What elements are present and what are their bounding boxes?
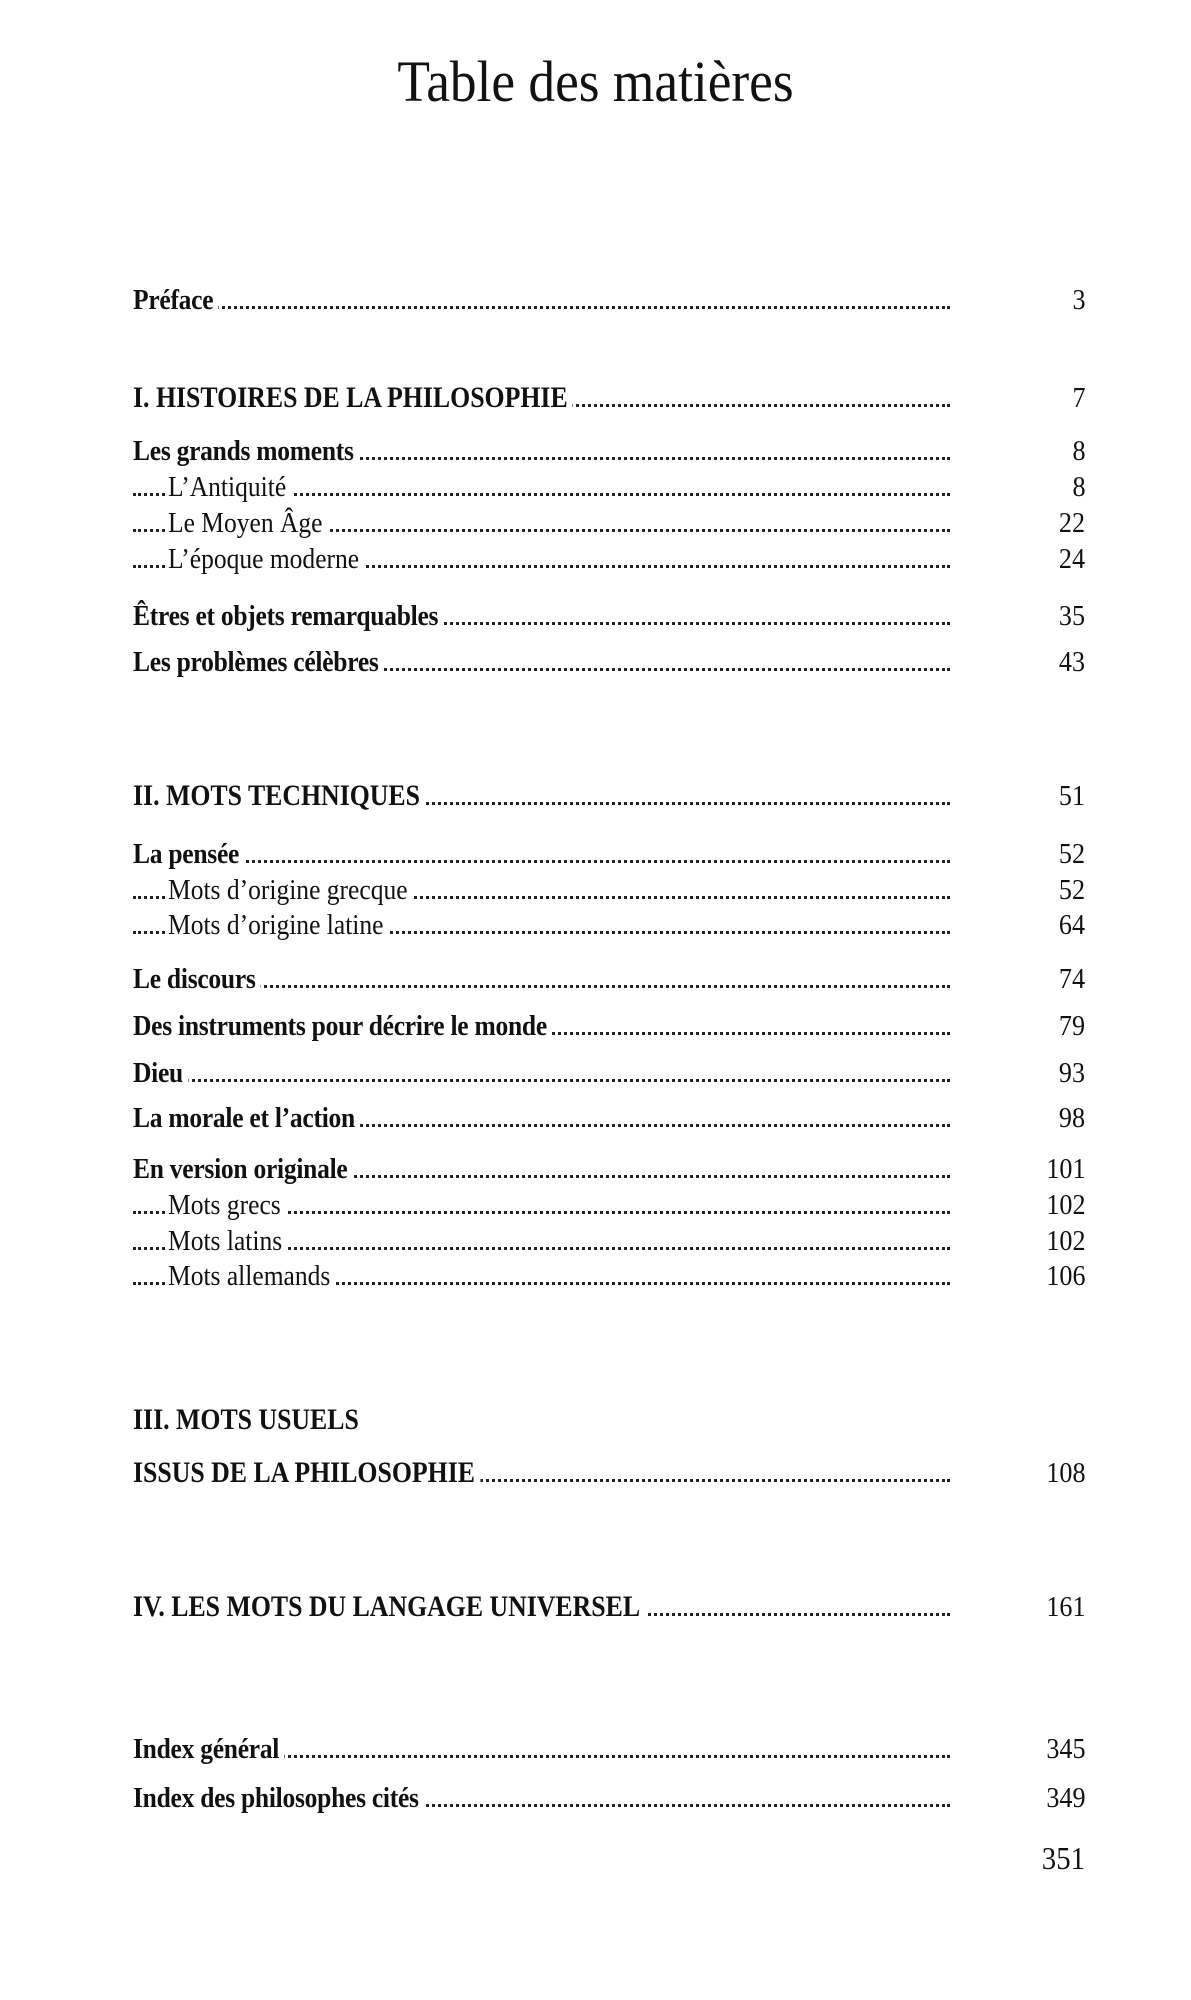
toc-entry-page: 24 xyxy=(1058,543,1085,575)
toc-entry-page: 52 xyxy=(1058,838,1085,870)
toc-entry-page: 345 xyxy=(1045,1733,1085,1765)
toc-entry-page: 101 xyxy=(1045,1153,1085,1185)
dot-leader xyxy=(133,1079,950,1082)
toc-entry-page: 8 xyxy=(1071,435,1085,467)
toc-entry-index-general[interactable] xyxy=(133,1724,1085,1764)
toc-entry[interactable] xyxy=(133,954,1085,994)
toc-subentry[interactable] xyxy=(133,1251,1085,1291)
toc-entry[interactable] xyxy=(133,1001,1085,1041)
toc-part-3-line2[interactable] xyxy=(133,1448,1085,1488)
toc-part-4[interactable] xyxy=(133,1582,1085,1622)
toc-entry-page: 98 xyxy=(1058,1102,1085,1134)
toc-entry-label: Les problèmes célèbres xyxy=(133,648,384,677)
toc-entry-page: 93 xyxy=(1058,1057,1085,1089)
toc-entry-preface[interactable] xyxy=(133,275,1085,315)
toc-subentry[interactable] xyxy=(133,498,1085,538)
toc-entry-label: Index des philosophes cités xyxy=(133,1784,424,1813)
dot-leader xyxy=(133,860,950,863)
toc-entry-page: 161 xyxy=(1045,1591,1085,1623)
toc-subentry[interactable] xyxy=(133,865,1085,905)
toc-entry[interactable] xyxy=(133,1093,1085,1133)
page-title: Table des matières xyxy=(397,49,794,114)
toc-entry-label: Le Moyen Âge xyxy=(168,509,328,538)
toc-entry-page: 349 xyxy=(1045,1782,1085,1814)
toc-entry-label: Mots d’origine grecque xyxy=(168,876,413,905)
toc-entry-label: I. HISTOIRES DE LA PHILOSOPHIE xyxy=(133,383,573,413)
toc-entry-label: Préface xyxy=(133,286,219,315)
toc-entry-label: Des instruments pour décrire le monde xyxy=(133,1012,552,1041)
toc-entry-label: Mots latins xyxy=(168,1227,287,1256)
toc-entry-page: 35 xyxy=(1058,600,1085,632)
toc-entry-page: 7 xyxy=(1071,382,1085,414)
toc-entry-page: 43 xyxy=(1058,646,1085,678)
toc-entry[interactable] xyxy=(133,637,1085,677)
dot-leader xyxy=(133,306,950,309)
toc-entry-label: Les grands moments xyxy=(133,437,359,466)
toc-entry-label: Dieu xyxy=(133,1059,188,1088)
toc-entry-label: Le discours xyxy=(133,965,261,994)
toc-entry-page: 52 xyxy=(1058,874,1085,906)
toc-entry[interactable] xyxy=(133,426,1085,466)
toc-entry[interactable] xyxy=(133,1144,1085,1184)
toc-subentry[interactable] xyxy=(133,462,1085,502)
toc-entry-page: 102 xyxy=(1045,1189,1085,1221)
toc-part-1[interactable] xyxy=(133,373,1085,413)
toc-entry-label: Êtres et objets remarquables xyxy=(133,602,443,631)
toc-entry-page: 64 xyxy=(1058,909,1085,941)
toc-entry-page: 22 xyxy=(1058,507,1085,539)
toc-entry-page: 106 xyxy=(1045,1260,1085,1292)
toc-entry-page: 74 xyxy=(1058,963,1085,995)
toc-entry-label: IV. LES MOTS DU LANGAGE UNIVERSEL xyxy=(133,1592,645,1622)
toc-entry-page: 79 xyxy=(1058,1010,1085,1042)
toc-entry-page: 3 xyxy=(1071,284,1085,316)
toc-subentry[interactable] xyxy=(133,900,1085,940)
toc-entry-page: 8 xyxy=(1071,471,1085,503)
toc-entry-label: La morale et l’action xyxy=(133,1104,360,1133)
toc-part-3-line1[interactable] xyxy=(133,1395,1085,1435)
toc-entry-label: L’époque moderne xyxy=(168,545,364,574)
toc-entry[interactable] xyxy=(133,829,1085,869)
toc-entry-label: Mots d’origine latine xyxy=(168,911,389,940)
toc-entry-page: 51 xyxy=(1058,780,1085,812)
toc-entry-label: L’Antiquité xyxy=(168,473,291,502)
toc-subentry[interactable] xyxy=(133,1216,1085,1256)
toc-entry-label: ISSUS DE LA PHILOSOPHIE xyxy=(133,1458,480,1488)
toc-part-2[interactable] xyxy=(133,771,1085,811)
toc-subentry[interactable] xyxy=(133,534,1085,574)
toc-entry-label: La pensée xyxy=(133,840,244,869)
toc-entry-label: Mots grecs xyxy=(168,1191,286,1220)
toc-entry[interactable] xyxy=(133,1048,1085,1088)
toc-entry-label: Mots allemands xyxy=(168,1262,336,1291)
toc-entry[interactable] xyxy=(133,591,1085,631)
toc-entry-page: 102 xyxy=(1045,1225,1085,1257)
toc-entry-label: III. MOTS USUELS xyxy=(133,1405,364,1435)
toc-entry-index-philosophes[interactable] xyxy=(133,1773,1085,1813)
page-number: 351 xyxy=(1041,1840,1085,1876)
toc-entry-page: 108 xyxy=(1045,1457,1085,1489)
toc-subentry[interactable] xyxy=(133,1180,1085,1220)
toc-entry-label: Index général xyxy=(133,1735,284,1764)
toc-entry-label: II. MOTS TECHNIQUES xyxy=(133,781,425,811)
toc-entry-label: En version originale xyxy=(133,1155,353,1184)
